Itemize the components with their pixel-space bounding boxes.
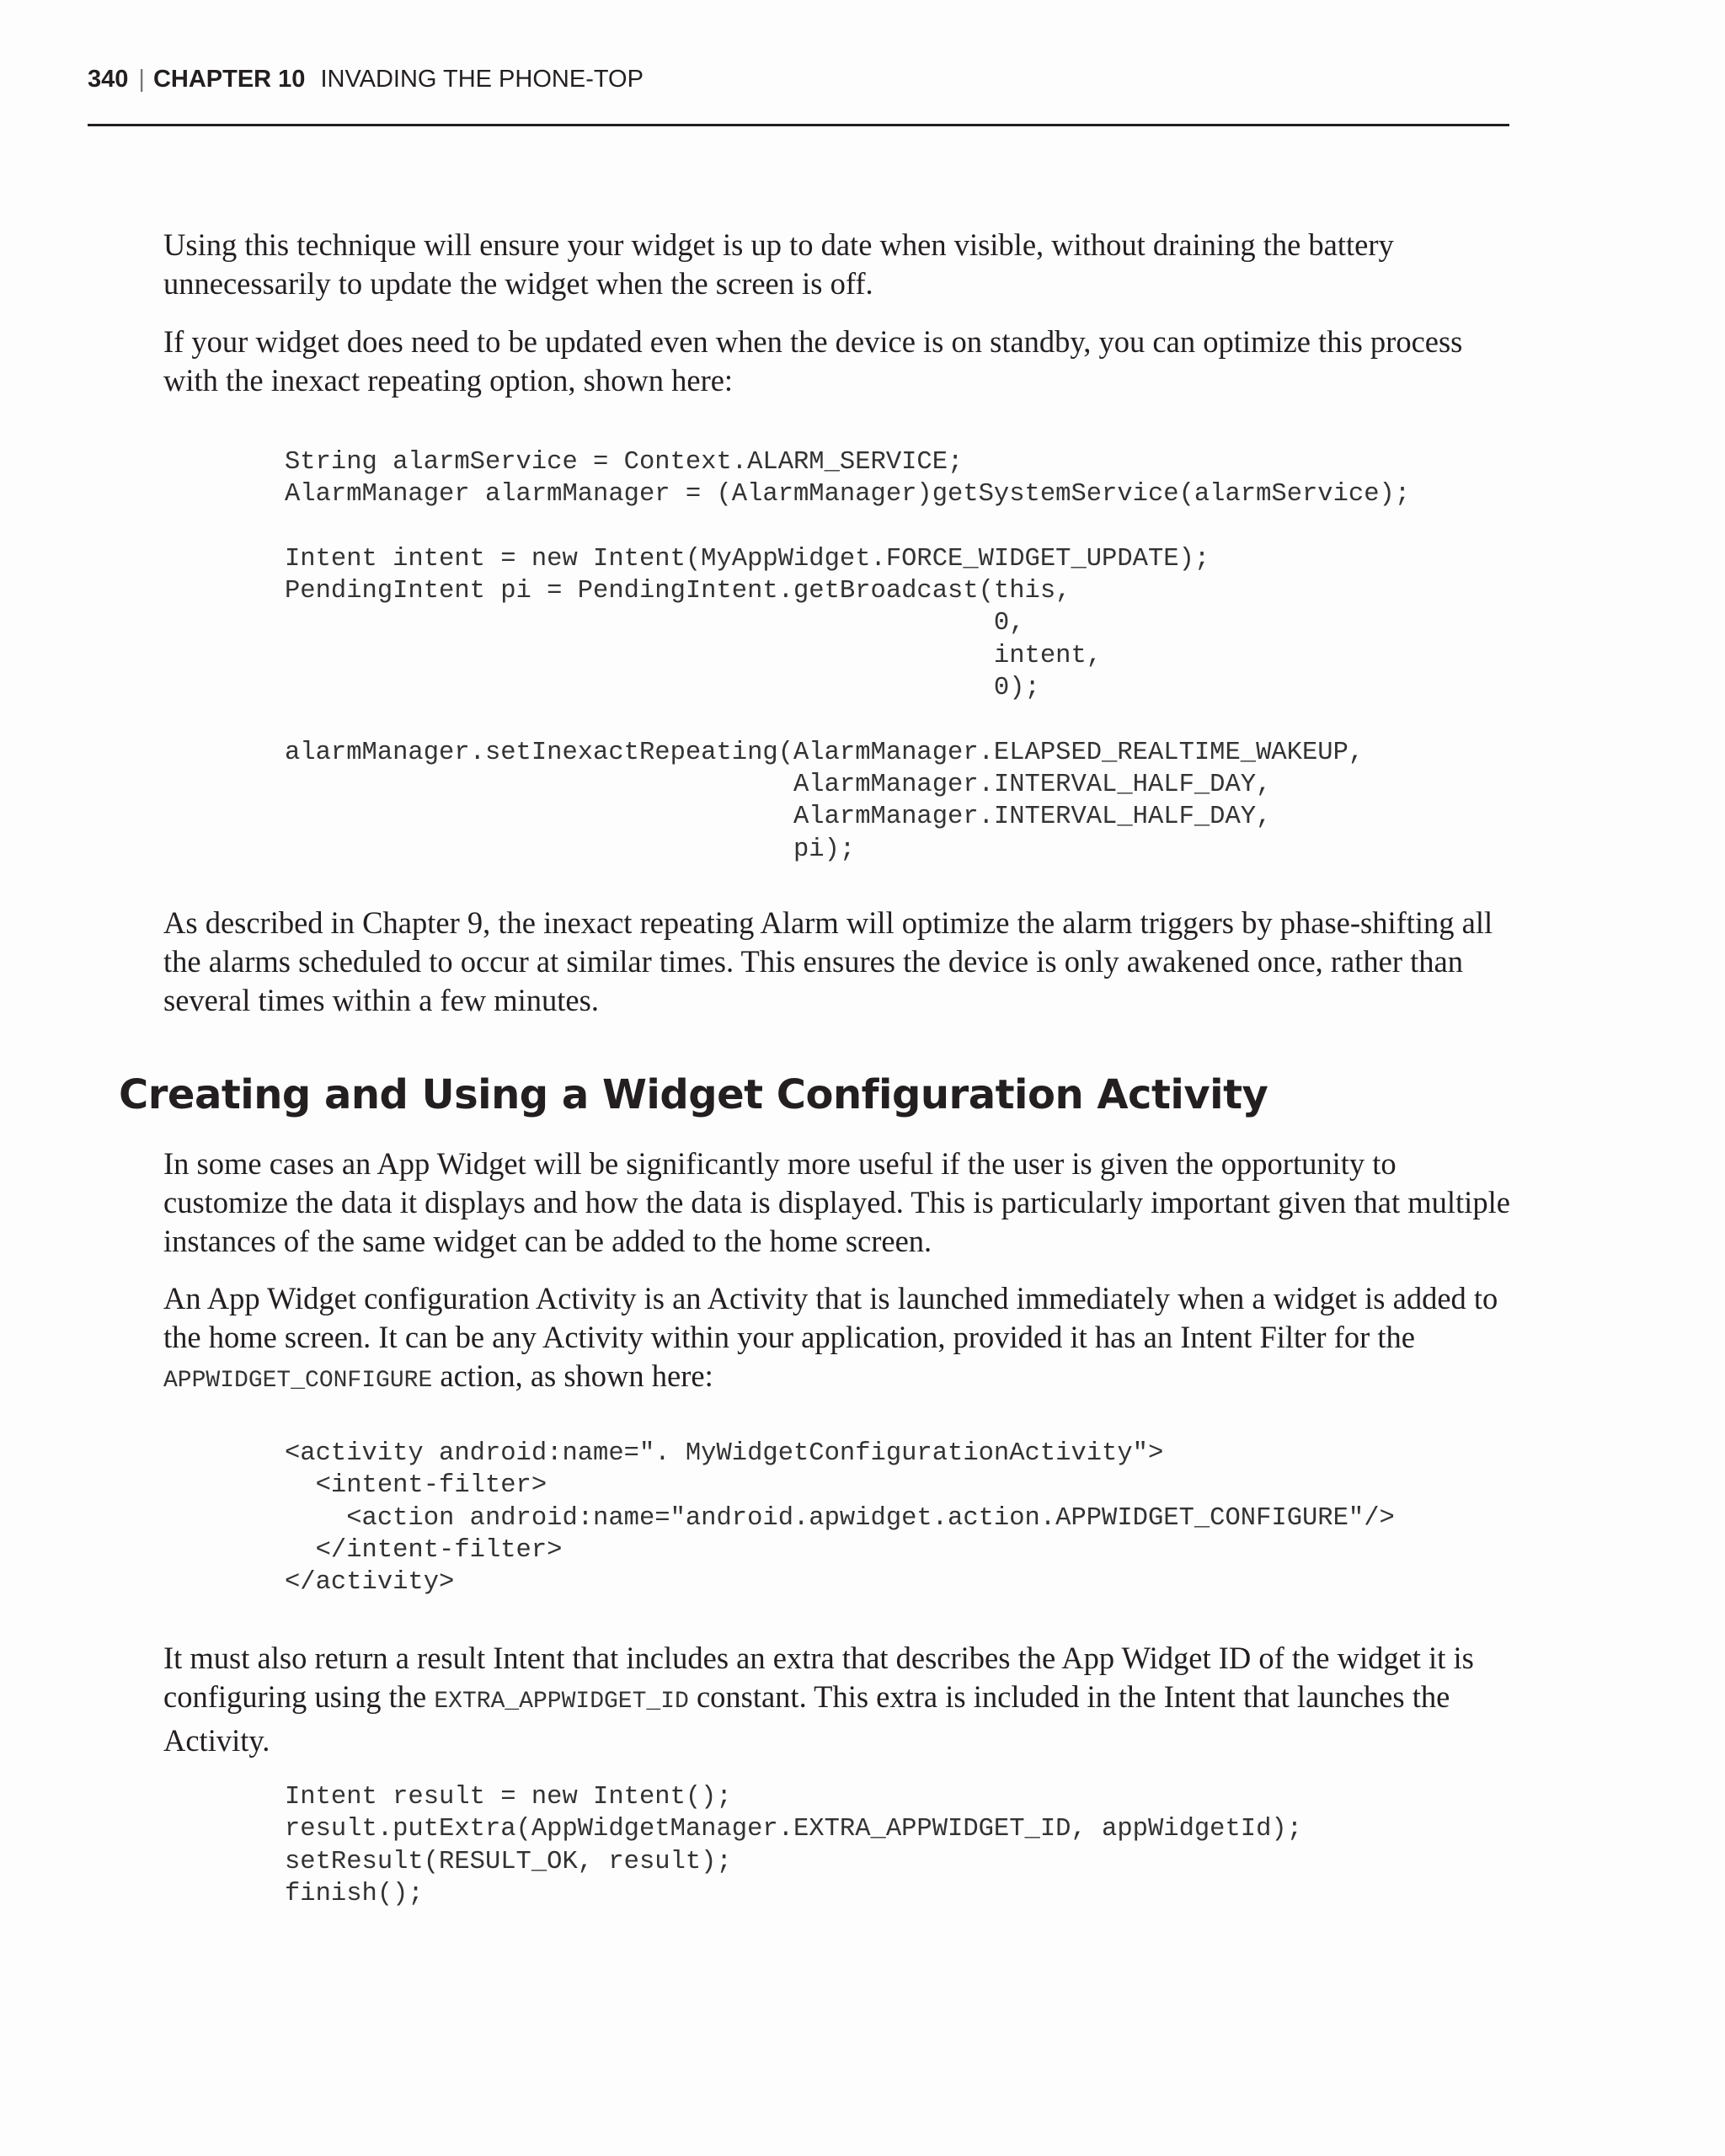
paragraph-6-text-a: It must also return a result Intent that includes an extra that describes the App Widget ID of the widget it is configuring using the [163, 1641, 1474, 1714]
paragraph-2: If your widget does need to be updated even when the device is on standby, you can optimize this process with the inexact repeating option, shown here: [163, 324, 1463, 398]
chapter-title: INVADING THE PHONE-TOP [320, 66, 644, 93]
code-block-manifest: <activity android:name=". MyWidgetConfigurationActivity"> <intent-filter> <action android:name="android.apwidget.action.APPWIDGET_CONFIGURE"/> </intent-filter> </activity> [285, 1439, 1395, 1598]
header-rule [88, 124, 1509, 126]
paragraph-5-text-b: action, as shown here: [432, 1358, 713, 1393]
paragraph-6 [163, 1639, 1511, 1760]
paragraph-6-text-b: constant. This extra is included in the Intent that launches the Activity. [163, 1679, 1450, 1758]
code-block-result: Intent result = new Intent(); result.putExtra(AppWidgetManager.EXTRA_APPWIDGET_ID, appWidgetId); setResult(RESULT_OK, result); finish(); [285, 1783, 1302, 1908]
header-separator: | [138, 66, 145, 93]
paragraph-5-text-a: An App Widget configuration Activity is an Activity that is launched immediately when a widget is added to the home screen. It can be any Activity within your application, provided it has an Intent Filter for the [163, 1281, 1498, 1354]
paragraph-1: Using this technique will ensure your widget is up to date when visible, without draining the battery unnecessarily to update the widget when the screen is off. [163, 227, 1394, 301]
page-number: 340 [88, 66, 129, 93]
paragraph-3: As described in Chapter 9, the inexact repeating Alarm will optimize the alarm triggers by phase-shifting all the alarms scheduled to occur at similar times. This ensures the device is only awakened once, rather than several times within a few minutes. [163, 905, 1493, 1017]
inline-code-appwidget-configure: APPWIDGET_CONFIGURE [163, 1368, 433, 1394]
paragraph-5 [163, 1279, 1511, 1401]
running-header [88, 66, 644, 93]
code-block-alarm: String alarmService = Context.ALARM_SERVICE; AlarmManager alarmManager = (AlarmManager)getSystemService(alarmService); Intent intent = new Intent(MyAppWidget.FORCE_WIDGET_UPDATE); PendingIntent pi = PendingIntent.getBroadcast(this, 0, intent, 0); alarmManager.setInexactRepeating(AlarmManager.ELAPSED_REALTIME_WAKEUP, AlarmManager.INTERVAL_HALF_DAY, AlarmManager.INTERVAL_HALF_DAY, pi); [285, 448, 1411, 864]
section-heading: Creating and Using a Widget Configuration Activity [119, 1071, 1268, 1118]
inline-code-extra-appwidget-id: EXTRA_APPWIDGET_ID [434, 1689, 689, 1715]
paragraph-4: In some cases an App Widget will be significantly more useful if the user is given the opportunity to customize the data it displays and how the data is displayed. This is particularly important given that multiple instances of the same widget can be added to the home screen. [163, 1146, 1510, 1258]
chapter-label: CHAPTER 10 [152, 66, 306, 93]
